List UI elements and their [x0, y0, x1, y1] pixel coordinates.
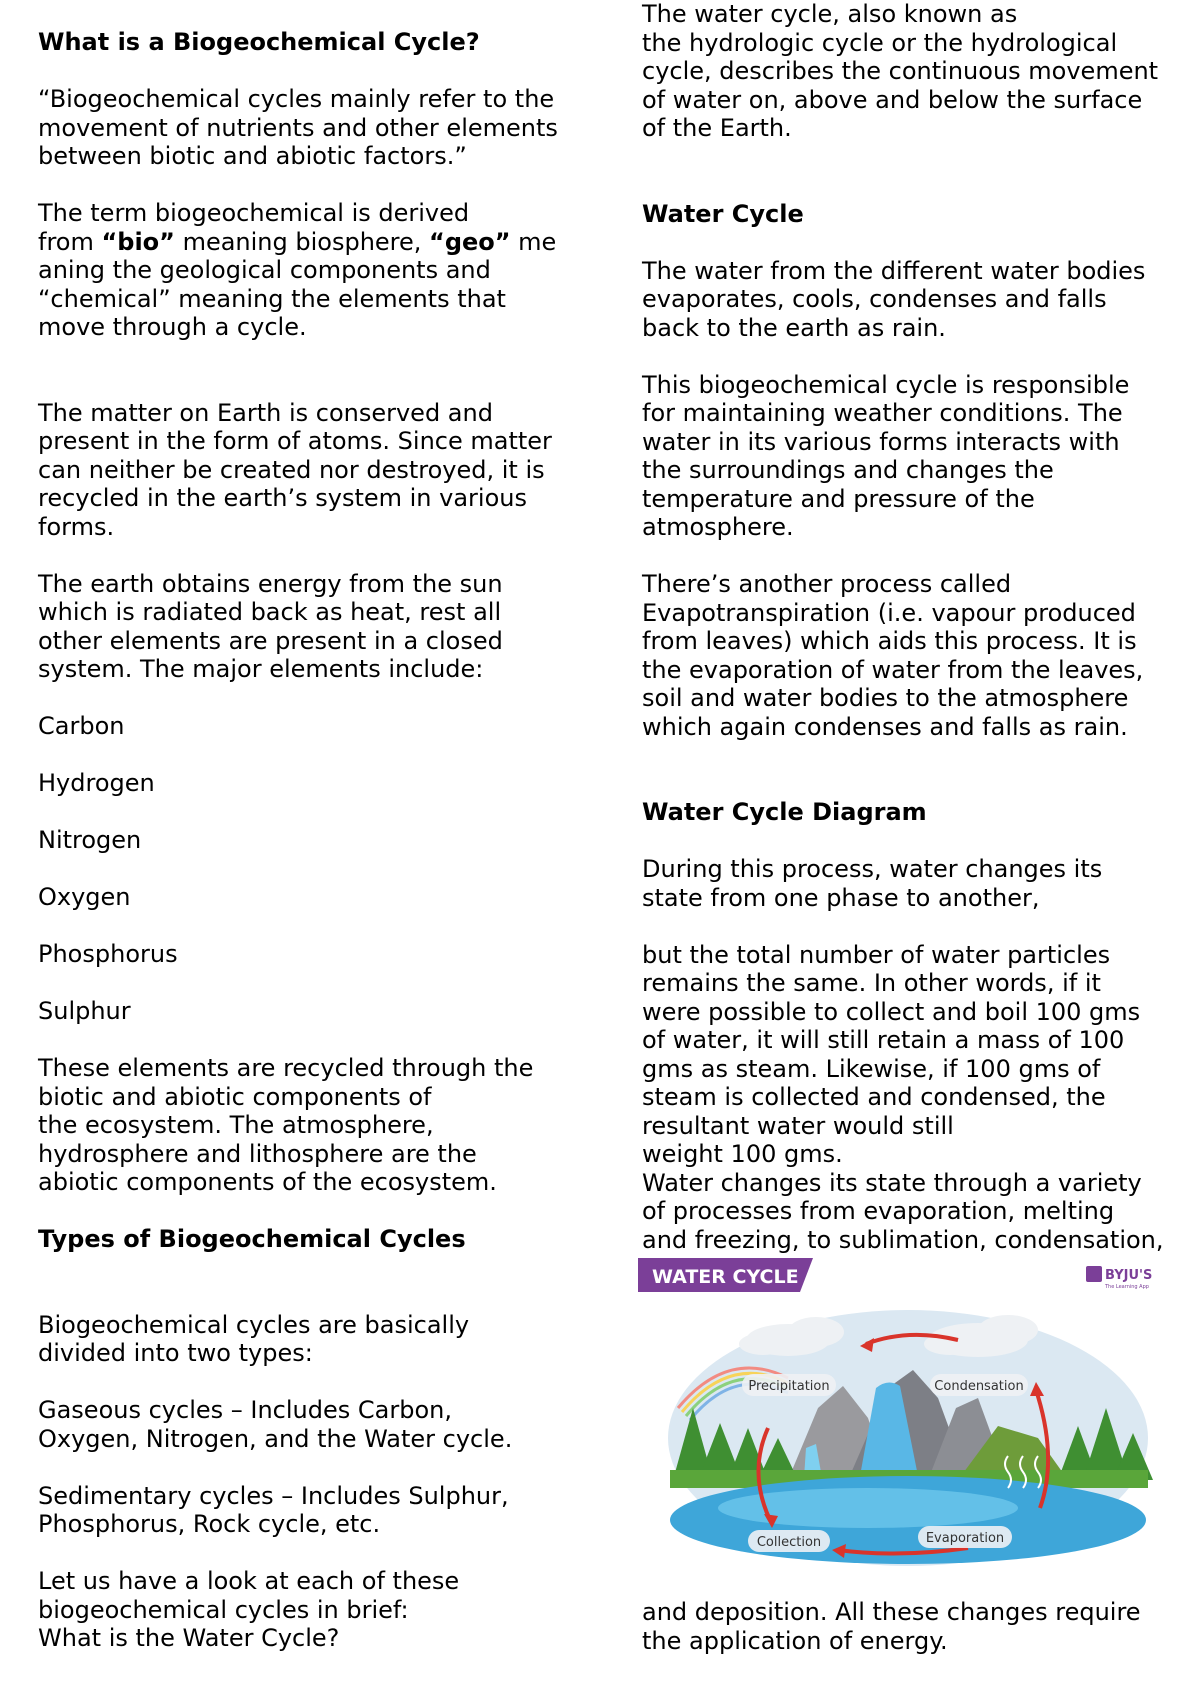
heading-water-cycle: Water Cycle — [642, 199, 804, 228]
total-line: were possible to collect and boil 100 gms — [642, 997, 1141, 1026]
energy-line: which is radiated back as heat, rest all — [38, 598, 502, 626]
term-text: me — [510, 227, 557, 256]
look-line: Let us have a look at each of these — [38, 1567, 460, 1595]
evapotranspiration-line: Evapotranspiration (i.e. vapour produced — [642, 598, 1136, 627]
responsible-line: the surroundings and changes the — [642, 456, 1054, 484]
total-line: Water changes its state through a variety — [642, 1168, 1142, 1197]
matter-line: can neither be created nor destroyed, it is — [38, 455, 545, 484]
intro-line: cycle, describes the continuous movement — [642, 57, 1159, 85]
total-line: steam is collected and condensed, the — [642, 1083, 1106, 1111]
element-phosphorus: Phosphorus — [38, 940, 178, 968]
matter-line: recycled in the earth’s system in various — [38, 484, 527, 512]
sedimentary-line: Phosphorus, Rock cycle, etc. — [38, 1510, 381, 1538]
water-line: The water from the different water bodies — [642, 256, 1146, 285]
definition-line: movement of nutrients and other elements — [38, 113, 558, 142]
term-line: “chemical” meaning the elements that — [38, 284, 506, 313]
process-line: During this process, water changes its — [642, 855, 1103, 883]
final-paragraph — [642, 1598, 1182, 1655]
evapotranspiration-line: from leaves) which aids this process. It is — [642, 627, 1137, 655]
label-precipitation-text: Precipitation — [748, 1379, 830, 1394]
term-bio: “bio” — [101, 227, 175, 256]
matter-line: present in the form of atoms. Since matter — [38, 427, 552, 455]
element-carbon: Carbon — [38, 712, 125, 740]
recycled-line: hydrosphere and lithosphere are the — [38, 1139, 477, 1168]
intro-line: of the Earth. — [642, 114, 792, 142]
final-line: the application of energy. — [642, 1626, 948, 1655]
element-hydrogen: Hydrogen — [38, 769, 155, 797]
evapotranspiration-line: soil and water bodies to the atmosphere — [642, 684, 1129, 712]
total-line: of processes from evaporation, melting — [642, 1197, 1115, 1225]
banner-title: WATER CYCLE — [652, 1266, 799, 1288]
intro-line: of water on, above and below the surface — [642, 85, 1143, 114]
element-nitrogen: Nitrogen — [38, 826, 142, 854]
left-column — [38, 0, 578, 1653]
types-line: divided into two types: — [38, 1339, 313, 1367]
right-column — [642, 0, 1182, 1254]
heading-biogeochemical-cycle: What is a Biogeochemical Cycle? — [38, 28, 480, 56]
responsible-line: for maintaining weather conditions. The — [642, 399, 1123, 427]
total-line: weight 100 gms. — [642, 1140, 843, 1168]
responsible-line: atmosphere. — [642, 513, 794, 541]
water-cycle-illustration — [638, 1258, 1178, 1576]
total-line: remains the same. In other words, if it — [642, 969, 1101, 997]
water-line: back to the earth as rain. — [642, 313, 946, 342]
intro-line: the hydrologic cycle or the hydrological — [642, 28, 1118, 57]
responsible-line: temperature and pressure of the — [642, 484, 1035, 513]
term-text: from — [38, 227, 102, 256]
intro-line: The water cycle, also known as — [642, 0, 1018, 28]
term-line: move through a cycle. — [38, 313, 307, 341]
recycled-line: These elements are recycled through the — [38, 1054, 534, 1082]
element-oxygen: Oxygen — [38, 883, 131, 911]
total-line: but the total number of water particles — [642, 940, 1111, 969]
label-condensation — [930, 1374, 1028, 1396]
energy-line: The earth obtains energy from the sun — [38, 569, 503, 598]
total-line: gms as steam. Likewise, if 100 gms of — [642, 1054, 1101, 1083]
total-line: resultant water would still — [642, 1111, 954, 1140]
brand-logo-icon — [1086, 1266, 1102, 1282]
term-geo: “geo” — [429, 227, 511, 256]
evapotranspiration-line: which again condenses and falls as rain. — [642, 712, 1128, 741]
energy-line: other elements are present in a closed — [38, 626, 503, 655]
element-sulphur: Sulphur — [38, 997, 131, 1025]
recycled-line: abiotic components of the ecosystem. — [38, 1168, 497, 1196]
matter-line: The matter on Earth is conserved and — [38, 398, 493, 427]
look-line: biogeochemical cycles in brief: — [38, 1595, 409, 1624]
matter-line: forms. — [38, 512, 115, 541]
energy-line: system. The major elements include: — [38, 655, 484, 683]
term-line — [38, 228, 578, 257]
evapotranspiration-line: the evaporation of water from the leaves, — [642, 655, 1144, 684]
label-collection-text: Collection — [756, 1535, 822, 1550]
label-condensation-text: Condensation — [934, 1379, 1024, 1394]
responsible-line: water in its various forms interacts with — [642, 427, 1120, 456]
term-text: meaning biosphere, — [174, 227, 430, 256]
recycled-line: biotic and abiotic components of — [38, 1082, 432, 1111]
look-line: What is the Water Cycle? — [38, 1624, 340, 1652]
process-line: state from one phase to another, — [642, 883, 1040, 912]
label-precipitation — [742, 1374, 836, 1396]
evapotranspiration-line: There’s another process called — [642, 570, 1012, 598]
heading-types: Types of Biogeochemical Cycles — [38, 1225, 466, 1253]
term-line: The term biogeochemical is derived — [38, 199, 470, 227]
water-line: evaporates, cools, condenses and falls — [642, 285, 1107, 313]
recycled-line: the ecosystem. The atmosphere, — [38, 1111, 434, 1139]
final-line: and deposition. All these changes require — [642, 1598, 1141, 1626]
gaseous-line: Gaseous cycles – Includes Carbon, — [38, 1396, 452, 1424]
label-collection — [748, 1530, 830, 1552]
types-line: Biogeochemical cycles are basically — [38, 1310, 470, 1339]
label-evaporation-text: Evaporation — [925, 1531, 1005, 1546]
total-line: and freezing, to sublimation, condensation, — [642, 1225, 1164, 1254]
gaseous-line: Oxygen, Nitrogen, and the Water cycle. — [38, 1424, 513, 1453]
brand-tagline: The Learning App — [1105, 1284, 1149, 1290]
label-evaporation — [918, 1526, 1012, 1548]
water-cycle-figure — [638, 1258, 1178, 1576]
definition-line: between biotic and abiotic factors.” — [38, 142, 467, 170]
brand-name: BYJU'S — [1105, 1268, 1153, 1283]
total-line: of water, it will still retain a mass of 100 — [642, 1026, 1125, 1054]
definition-line: “Biogeochemical cycles mainly refer to the — [38, 85, 555, 113]
heading-water-cycle-diagram: Water Cycle Diagram — [642, 798, 927, 826]
term-line: aning the geological components and — [38, 256, 491, 284]
sedimentary-line: Sedimentary cycles – Includes Sulphur, — [38, 1481, 509, 1510]
responsible-line: This biogeochemical cycle is responsible — [642, 370, 1130, 399]
